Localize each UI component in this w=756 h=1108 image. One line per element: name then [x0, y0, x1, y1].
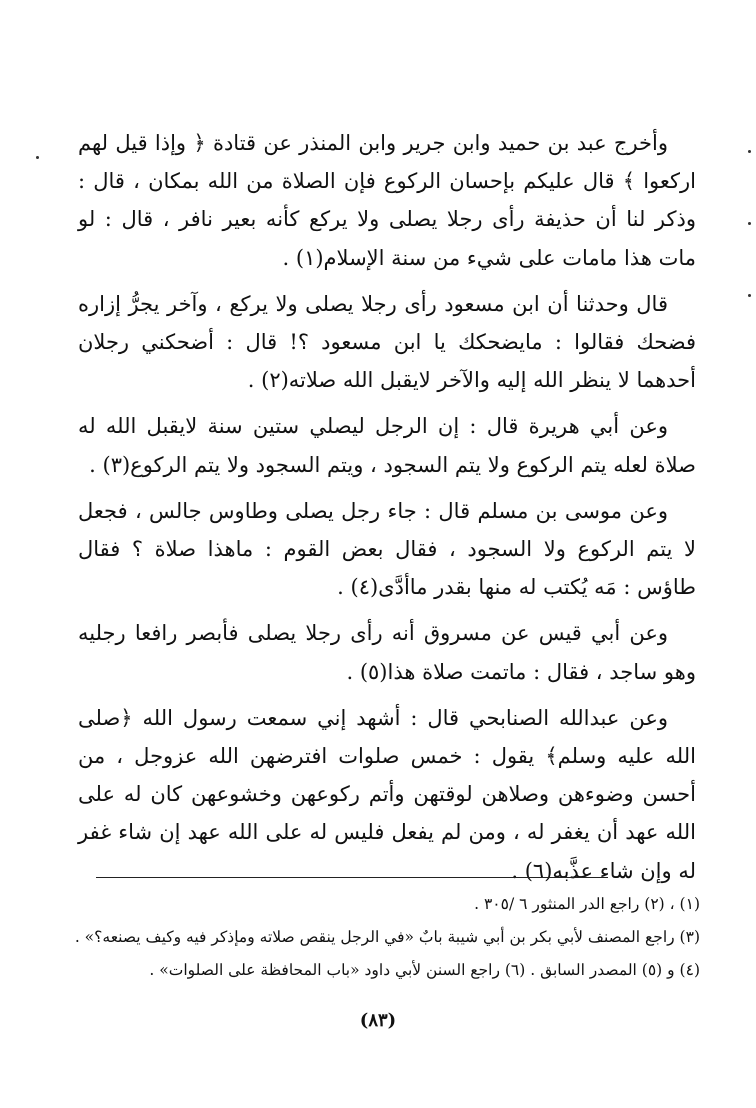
footnote: (٣) راجع المصنف لأبي بكر بن أبي شيبة بابٌ «في الرجل ينقص صلاته ومإذكر فيه وكيف يصنعه؟» . (٤) و (٥) المصدر السابق . (٦) راجع السنن لأبي داود «باب المحافظة على الصلوات» .	[74, 928, 700, 979]
scan-speck	[748, 222, 751, 225]
footnotes	[66, 888, 700, 987]
paragraph: قال وحدثنا أن ابن مسعود رأى رجلا يصلى ولا يركع ، وآخر يجرُّ إزاره فضحك فقالوا : مايضحكك يا ابن مسعود ؟! قال : أضحكني رجلان أحدهما لا ينظر الله إليه والآخر لايقبل الله صلاته(٢) .	[78, 291, 696, 393]
paragraph: وعن موسى بن مسلم قال : جاء رجل يصلى وطاوس جالس ، فجعل لا يتم الركوع ولا السجود ، فقال بعض القوم : ماهذا صلاة ؟ فقال طاؤس : مَه يُكتب له منها بقدر ماأدَّى(٤) .	[78, 498, 696, 600]
scan-speck	[36, 156, 39, 159]
paragraph: وعن عبدالله الصنابحي قال : أشهد إني سمعت رسول الله ﴿صلى الله عليه وسلم﴾ يقول : خمس صلوات افترضهن الله عزوجل ، من أحسن وضوءهن وصلاهن لوقتهن وأتم ركوعهن وخشوعهن كان له على الله عهد أن يغفر له ، ومن لم يفعل فليس له على الله عهد إن شاء غفر له وإن شاء عذَّبه(٦) .	[78, 705, 696, 883]
page-number: (٨٣)	[359, 1010, 397, 1031]
footnote-separator	[96, 877, 608, 878]
paragraph: وعن أبي هريرة قال : إن الرجل ليصلي ستين سنة لايقبل الله له صلاة لعله يتم الركوع ولا يتم السجود ، ويتم السجود ولا يتم الركوع(٣) .	[78, 414, 696, 477]
scan-speck	[748, 294, 751, 297]
paragraph: وعن أبي قيس عن مسروق أنه رأى رجلا يصلى فأبصر رافعا رجليه وهو ساجد ، فقال : ماتمت صلاة هذا(٥) .	[78, 621, 696, 684]
footnote: (١) ، (٢) راجع الدر المنثور ٦ /٣٠٥ .	[474, 895, 700, 913]
paragraph: وأخرج عبد بن حميد وابن جرير وابن المنذر عن قتادة ﴿ وإذا قيل لهم اركعوا ﴾ قال عليكم بإحسان الركوع فإن الصلاة من الله بمكان ، قال : وذكر لنا أن حذيفة رأى رجلا يصلى ولا يركع كأنه بعير نافر ، قال : لو مات هذا مامات على شيء من سنة الإسلام(١) .	[78, 131, 696, 270]
scan-speck	[748, 150, 751, 153]
main-text	[78, 124, 696, 898]
